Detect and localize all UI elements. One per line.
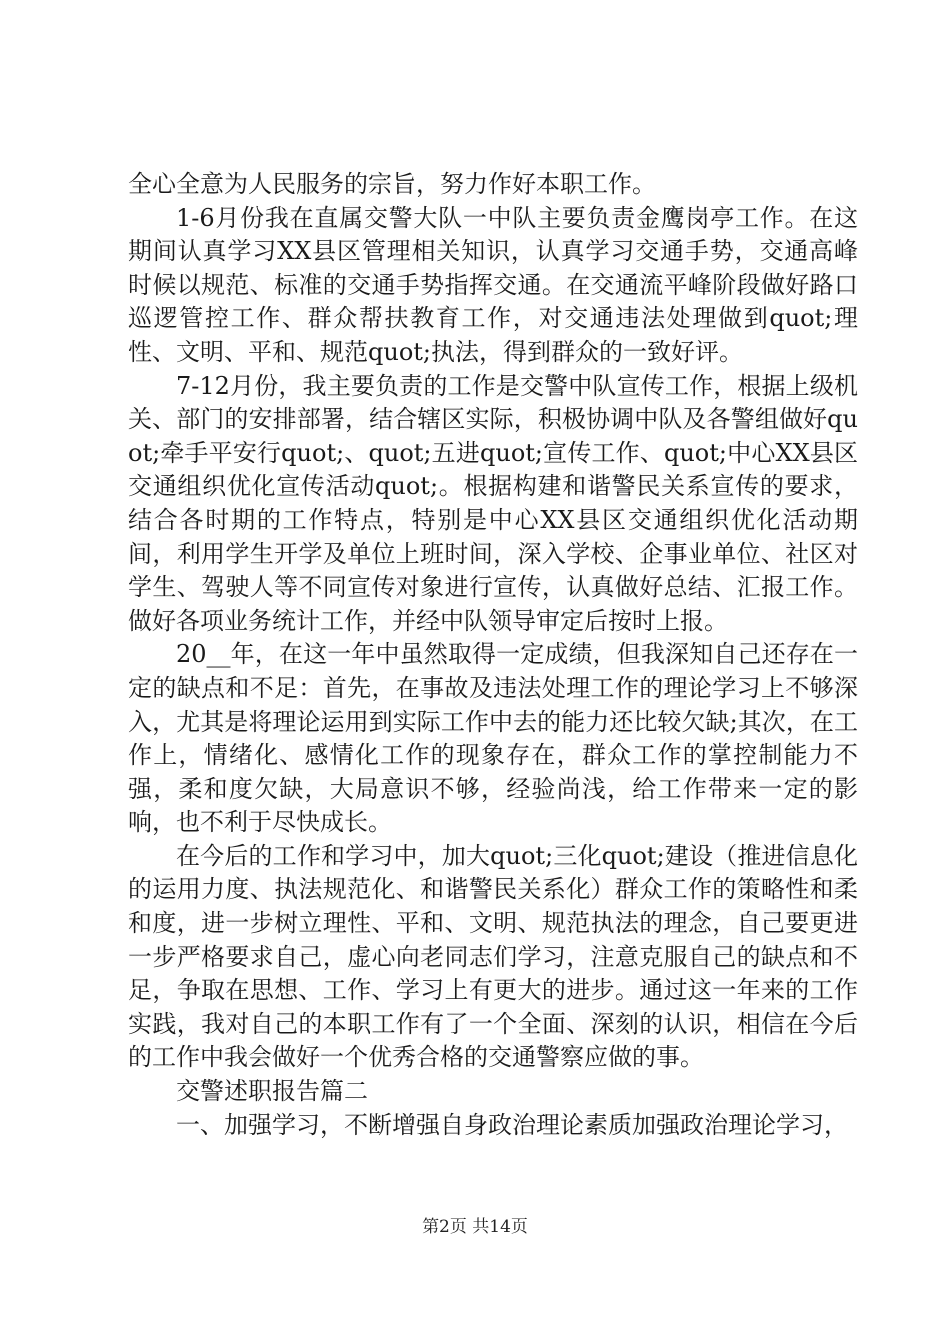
paragraph-shortcomings: 20__年，在这一年中虽然取得一定成绩，但我深知自己还存在一定的缺点和不足：首先，在事故及违法处理工作的理论学习上不够深入，尤其是将理论运用到实际工作中去的能力还比较欠缺;其次，在工作上，情绪化、感情化工作的现象存在，群众工作的掌控制能力不强，柔和度欠缺，大局意识不够，经验尚浅，给工作带来一定的影响，也不利于尽快成长。 — [128, 640, 858, 837]
document-body — [128, 168, 858, 1142]
paragraph-continuation: 全心全意为人民服务的宗旨，努力作好本职工作。 — [128, 170, 656, 198]
section-heading-part-two: 交警述职报告篇二 — [176, 1077, 368, 1106]
paragraph-future-plans: 在今后的工作和学习中，加大quot;三化quot;建设（推进信息化的运用力度、执法规范化、和谐警民关系化）群众工作的策略性和柔和度，进一步树立理性、平和、文明、规范执法的理念，自己要更进一步严格要求自己，虚心向老同志们学习，注意克服自己的缺点和不足，争取在思想、工作、学习上有更大的进步。通过这一年来的工作实践，我对自己的本职工作有了一个全面、深刻的认识，相信在今后的工作中我会做好一个优秀合格的交通警察应做的事。 — [128, 841, 858, 1072]
paragraph-jul-dec-work: 7-12月份，我主要负责的工作是交警中队宣传工作，根据上级机关、部门的安排部署，结合辖区实际，积极协调中队及各警组做好quot;牵手平安行quot;、quot;五进quot;宣传工作、quot;中心XX县区交通组织优化宣传活动quot;。根据构建和谐警民关系宣传的要求，结合各时期的工作特点，特别是中心XX县区交通组织优化活动期间，利用学生开学及单位上班时间，深入学校、企事业单位、社区对学生、驾驶人等不同宣传对象进行宣传，认真做好总结、汇报工作。做好各项业务统计工作，并经中队领导审定后按时上报。 — [128, 371, 858, 635]
paragraph-jan-jun-work: 1-6月份我在直属交警大队一中队主要负责金鹰岗亭工作。在这期间认真学习XX县区管理相关知识，认真学习交通手势，交通高峰时候以规范、标准的交通手势指挥交通。在交通流平峰阶段做好路口巡逻管控工作、群众帮扶教育工作，对交通违法处理做到quot;理性、文明、平和、规范quot;执法，得到群众的一致好评。 — [128, 203, 858, 366]
paragraph-study-item-one: 一、加强学习，不断增强自身政治理论素质加强政治理论学习， — [176, 1110, 848, 1139]
page-number-footer: 第2页 共14页 — [422, 1217, 528, 1237]
